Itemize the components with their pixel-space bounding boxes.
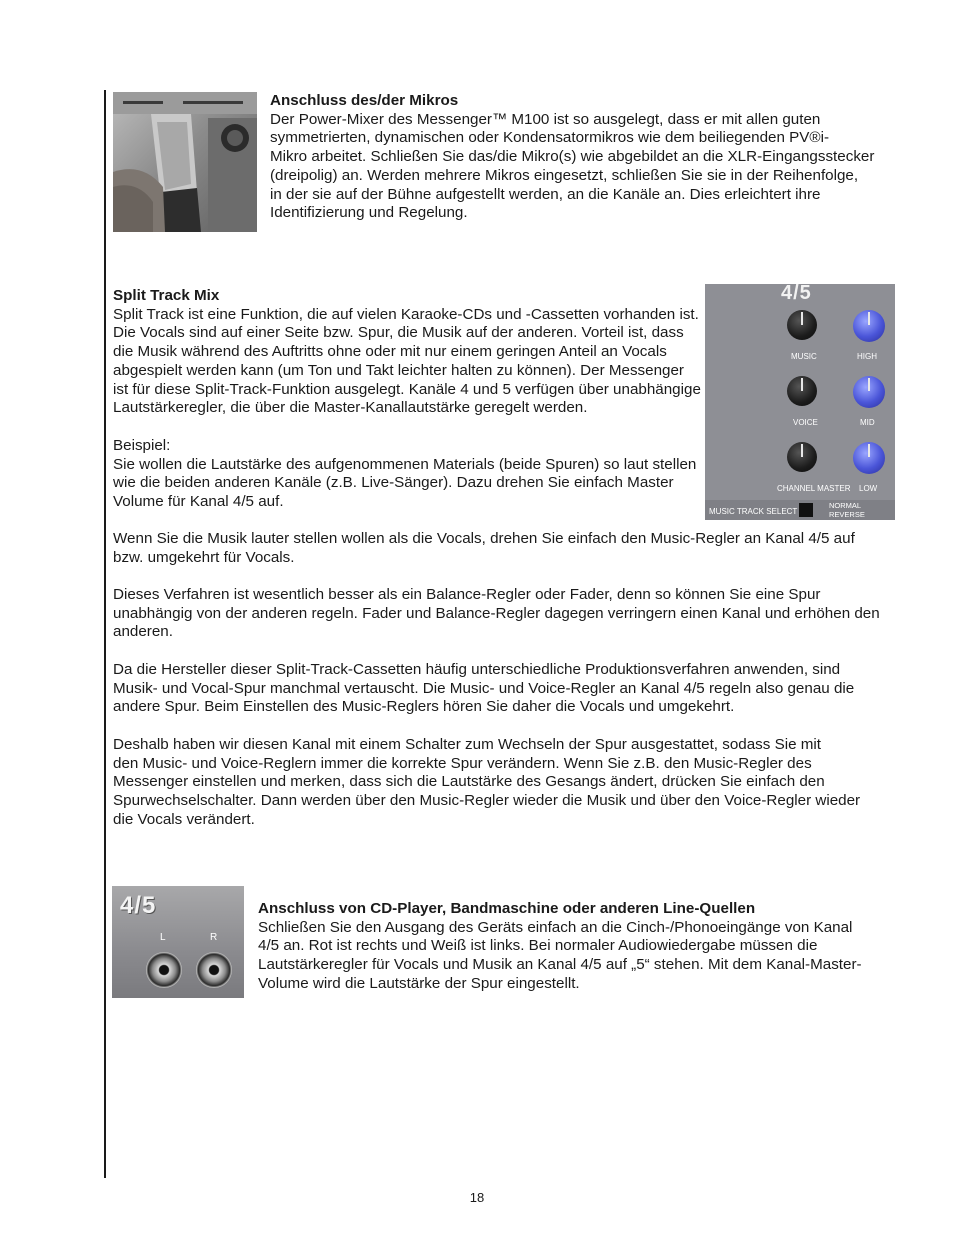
split-track-example (113, 437, 713, 512)
example-line: Volume für Kanal 4/5 auf. (113, 493, 284, 511)
low-knob-label: LOW (859, 484, 878, 493)
mic-heading: Anschluss des/der Mikros (270, 92, 459, 109)
split-para-1 (113, 530, 898, 567)
split-intro-line: Die Vocals sind auf einer Seite bzw. Spur, die Musik auf der anderen. Vorteil ist, dass (113, 324, 684, 342)
split-para-2 (113, 586, 898, 642)
line-input-section (258, 900, 898, 994)
mic-section (270, 92, 910, 223)
music-knob (787, 310, 817, 340)
split-para-3 (113, 661, 898, 717)
para-line: bzw. umgekehrt für Vocals. (113, 548, 295, 566)
rca-left-label: L (160, 932, 166, 943)
example-line: Beispiel: (113, 437, 171, 454)
rca-jack-right (196, 952, 232, 988)
split-track-intro (113, 287, 713, 418)
para-line: Deshalb haben wir diesen Kanal mit einem Schalter zum Wechseln der Spur ausgestattet, sodass Sie mit (113, 736, 821, 753)
para-line: die Vocals verändert. (113, 810, 255, 828)
voice-knob-label: VOICE (793, 418, 818, 427)
line-input-line: Volume wird die Lautstärke der Spur eingestellt. (258, 974, 580, 992)
mic-text-line: in der sie auf der Bühne aufgestellt werden, an die Kanäle an. Dies erleichtert ihre (270, 185, 821, 203)
mic-text-line: Identifizierung und Regelung. (270, 204, 468, 222)
voice-knob (787, 376, 817, 406)
line-input-line: Schließen Sie den Ausgang des Geräts einfach an die Cinch-/Phonoeingänge von Kanal (258, 918, 853, 936)
para-line: andere Spur. Beim Einstellen des Music-Reglers hören Sie daher die Vocals und umgekehrt. (113, 698, 735, 716)
high-knob (853, 310, 885, 342)
music-knob-label: MUSIC (791, 352, 817, 361)
split-intro-line: die Musik während des Auftritts ohne oder mit nur einem geringen Anteil an Vocals (113, 343, 667, 361)
split-para-4 (113, 736, 898, 830)
channel-4-5-panel-photo (705, 284, 895, 520)
line-input-line: 4/5 an. Rot ist rechts und Weiß ist links. Bei normaler Audiowiedergabe müssen die (258, 937, 818, 955)
para-line: Da die Hersteller dieser Split-Track-Cassetten häufig unterschiedliche Produktionsverfahren anwenden, sind (113, 661, 841, 678)
mid-knob-label: MID (860, 418, 875, 427)
mic-text-line: Der Power-Mixer des Messenger™ M100 ist so ausgelegt, dass er mit allen guten (270, 110, 821, 128)
para-line: Musik- und Vocal-Spur manchmal vertauscht. Die Music- und Voice-Regler an Kanal 4/5 regeln also genau die (113, 679, 855, 697)
split-intro-line: abgespielt werden kann (um Ton und Takt leichter halten zu können). Der Messenger (113, 361, 684, 379)
mic-text-line: (dreipolig) an. Werden mehrere Mikros eingesetzt, schließen Sie sie in der Reihenfolge, (270, 166, 859, 184)
mic-text-line: Mikro arbeitet. Schließen Sie das/die Mikro(s) wie abgebildet an die XLR-Eingangsstecker (270, 148, 875, 166)
rca-jack-left (146, 952, 182, 988)
mid-knob (853, 376, 885, 408)
left-margin-rule (104, 90, 106, 1178)
para-line: anderen. (113, 623, 173, 641)
rca-channel-label: 4/5 (120, 892, 157, 919)
para-line: Dieses Verfahren ist wesentlich besser als ein Balance-Regler oder Fader, denn so können Sie eine Spur (113, 586, 821, 603)
channel-master-label: CHANNEL MASTER (777, 484, 851, 493)
line-input-line: Lautstärkeregler für Vocals und Musik an Kanal 4/5 auf „5“ stehen. Mit dem Kanal-Master- (258, 956, 862, 974)
panel-channel-label: 4/5 (781, 284, 812, 304)
para-line: unabhängig von der anderen regeln. Fader und Balance-Regler dagegen verringern einen Kanal und erhöhen den (113, 604, 880, 622)
xlr-connector-illustration (113, 92, 257, 232)
para-line: den Music- und Voice-Reglern immer die korrekte Spur verändern. Wenn Sie z.B. den Music-Regler des (113, 754, 812, 772)
switch-reverse-label: REVERSE (829, 510, 865, 519)
split-intro-line: Lautstärkeregler, die über die Master-Kanallautstärke geregelt werden. (113, 399, 588, 417)
para-line: Wenn Sie die Musik lauter stellen wollen als die Vocals, drehen Sie einfach den Music-Regler an Kanal 4/5 auf (113, 530, 855, 547)
split-track-heading: Split Track Mix (113, 287, 220, 304)
switch-normal-label: NORMAL (829, 501, 862, 510)
track-select-switch (799, 503, 813, 517)
low-knob (853, 442, 885, 474)
example-line: Sie wollen die Lautstärke des aufgenommenen Materials (beide Spuren) so laut stellen (113, 455, 697, 473)
xlr-connector-photo (113, 92, 257, 232)
rca-right-label: R (210, 932, 218, 943)
para-line: Spurwechselschalter. Dann werden über den Music-Regler wieder die Musik und über den Voice-Regler wieder (113, 792, 861, 810)
page-number: 18 (469, 1190, 485, 1205)
split-intro-line: Split Track ist eine Funktion, die auf vielen Karaoke-CDs und -Cassetten vorhanden ist. (113, 305, 699, 323)
para-line: Messenger einstellen und merken, dass sich die Lautstärke des Gesangs ändert, drücken Sie einfach den (113, 773, 825, 791)
channel-master-knob (787, 442, 817, 472)
split-intro-line: ist für diese Split-Track-Funktion ausgelegt. Kanäle 4 und 5 verfügen über unabhängige (113, 380, 701, 398)
rca-inputs-photo (112, 886, 244, 998)
example-line: wie die beiden anderen Kanäle (z.B. Live-Sänger). Dazu drehen Sie einfach Master (113, 474, 674, 492)
switch-label: MUSIC TRACK SELECT (709, 507, 798, 516)
high-knob-label: HIGH (857, 352, 877, 361)
mic-text-line: symmetrierten, dynamischen oder Kondensatormikros wie dem beiliegenden PV®i- (270, 129, 830, 147)
line-input-heading: Anschluss von CD-Player, Bandmaschine oder anderen Line-Quellen (258, 900, 756, 917)
